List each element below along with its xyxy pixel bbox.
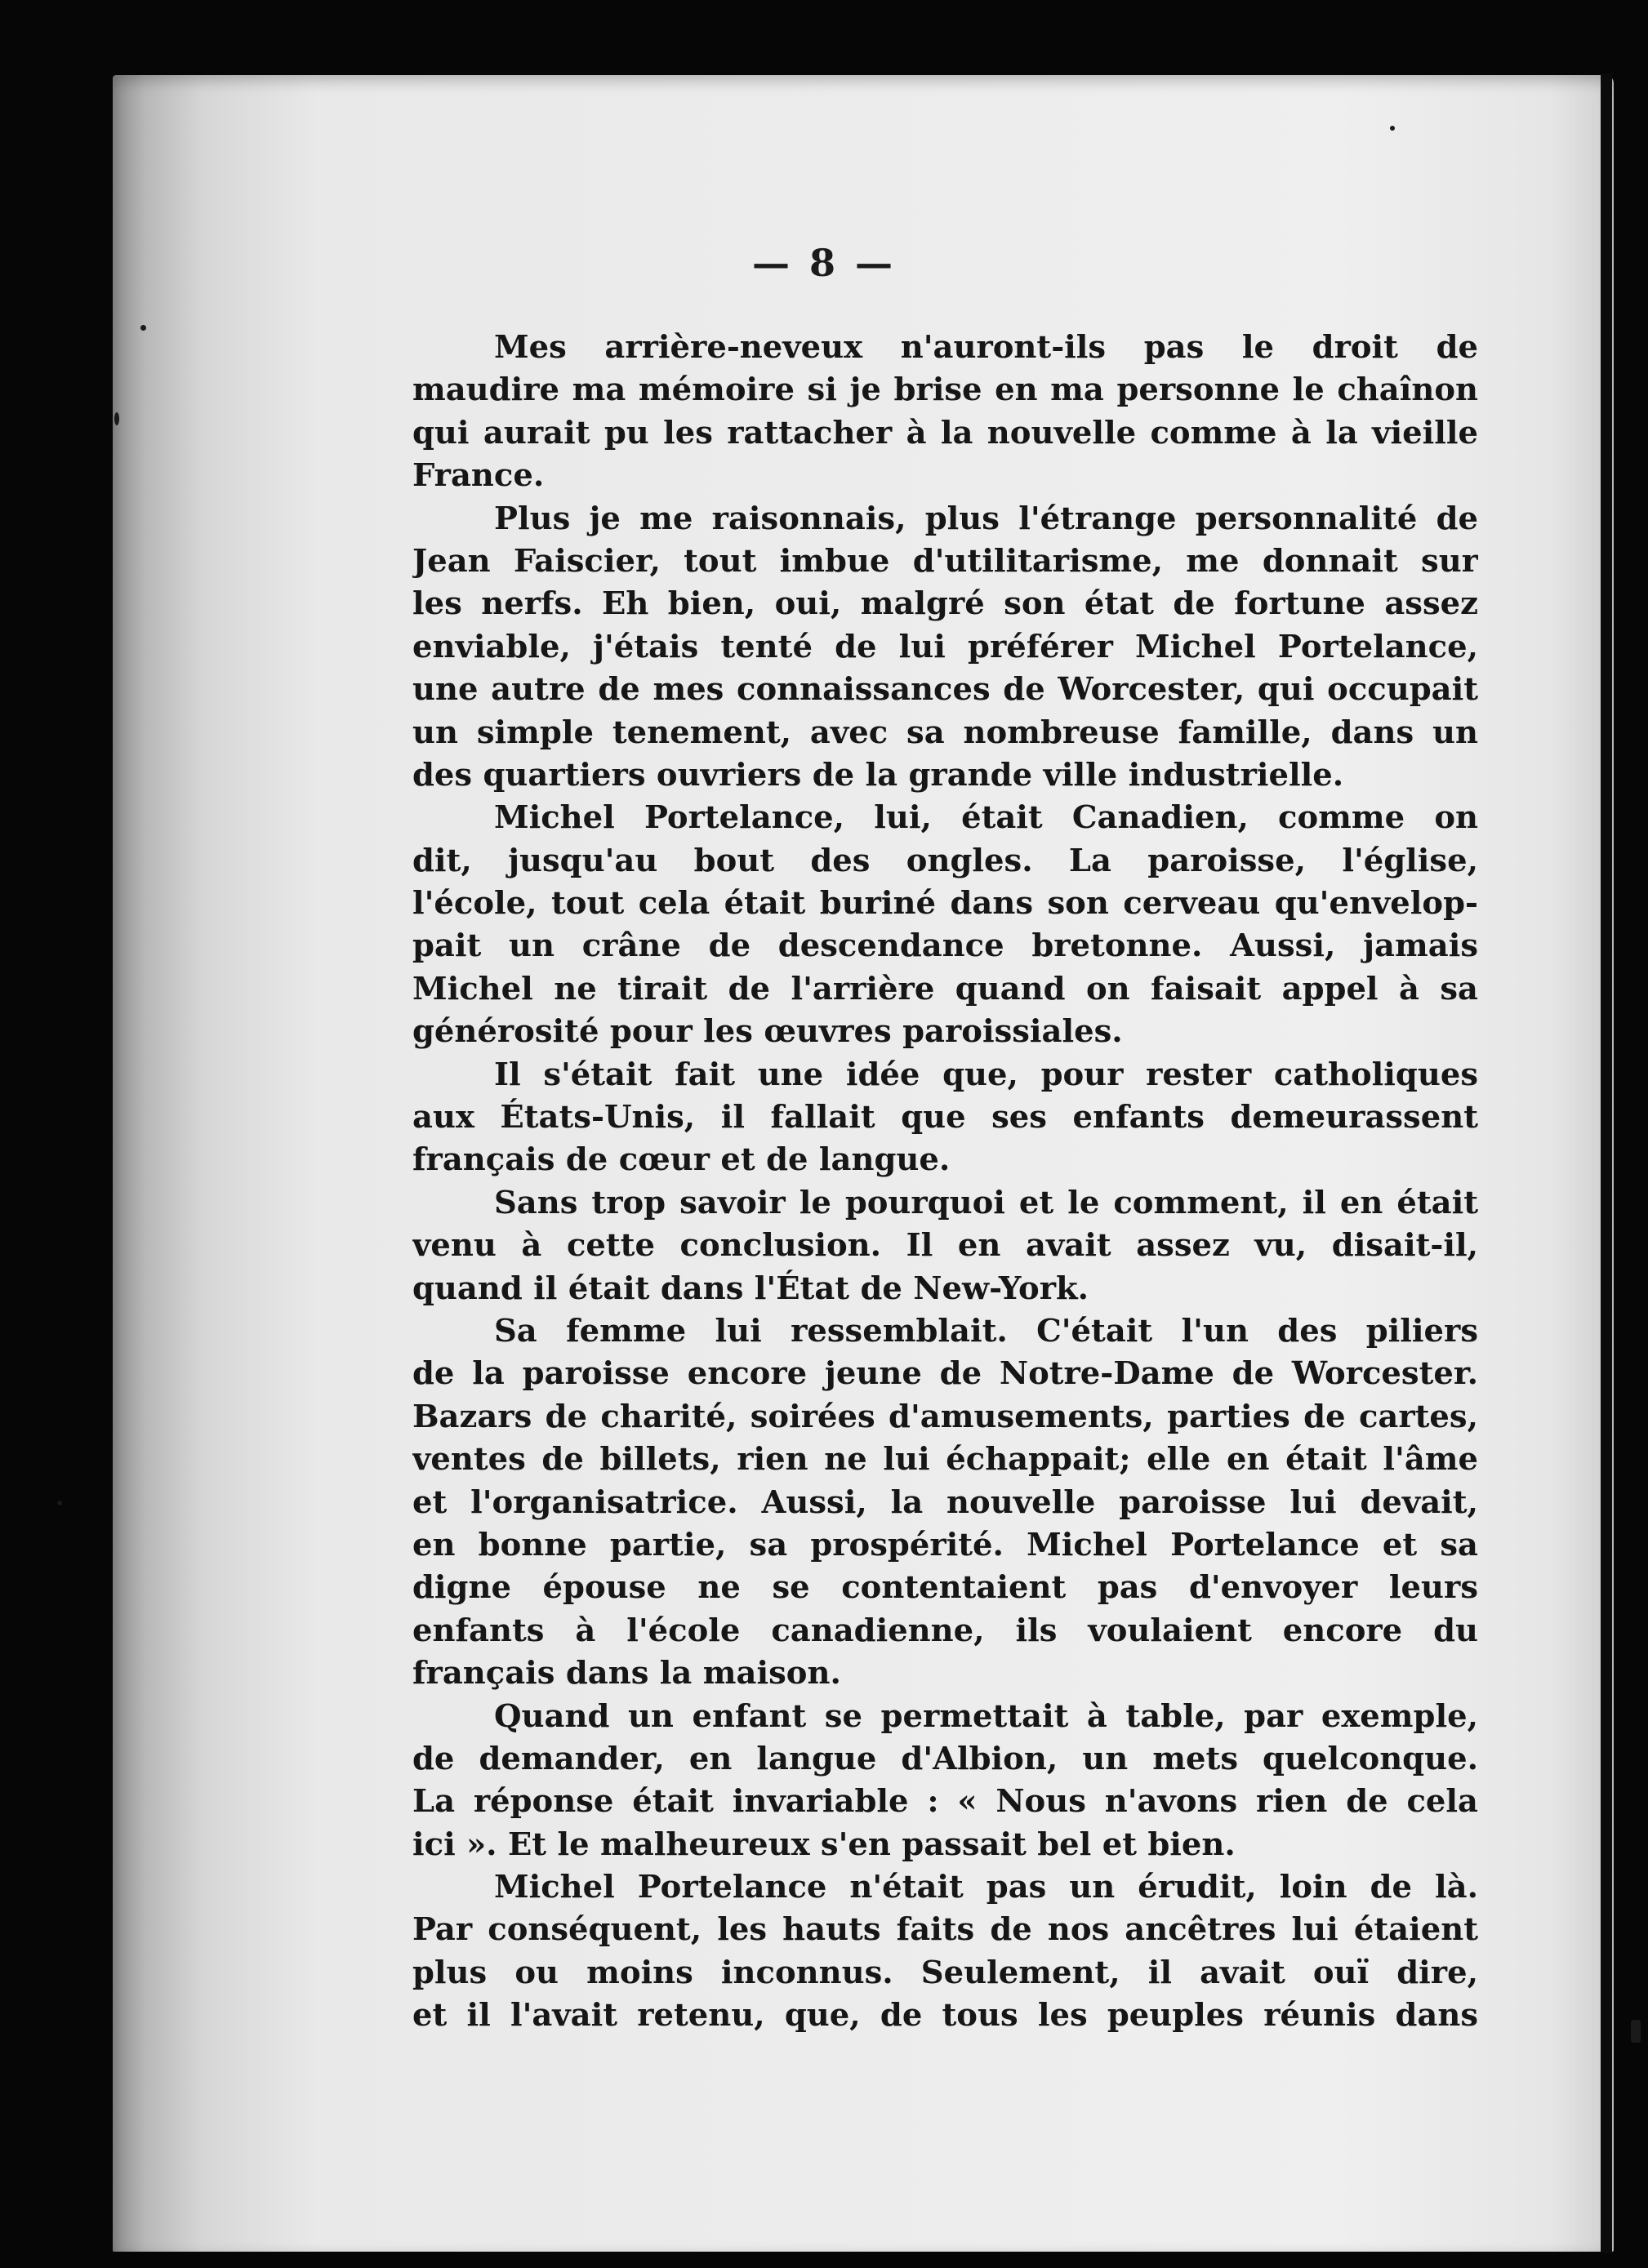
text-line: dit, jusqu'au bout des ongles. La paroisse, l'église, bbox=[412, 842, 1478, 879]
text-line: plus ou moins inconnus. Seulement, il avait ouï dire, bbox=[412, 1954, 1478, 1991]
text-line: Mes arrière-neveux n'auront-ils pas le droit de bbox=[494, 329, 1478, 366]
scan-speck bbox=[1390, 126, 1395, 131]
text-line: Quand un enfant se permettait à table, par exemple, bbox=[494, 1697, 1478, 1735]
text-line: maudire ma mémoire si je brise en ma personne le chaînon bbox=[412, 371, 1478, 409]
text-line: qui aurait pu les rattacher à la nouvelle comme à la vieille bbox=[412, 414, 1478, 451]
text-line: France. bbox=[412, 457, 545, 495]
text-line: de la paroisse encore jeune de Notre-Dame de Worcester. bbox=[412, 1355, 1478, 1393]
text-line: ventes de billets, rien ne lui échappait; elle en était l'âme bbox=[412, 1441, 1478, 1479]
scan-speck bbox=[1631, 2020, 1641, 2043]
paragraph bbox=[412, 1696, 1478, 1867]
text-line: français de cœur et de langue. bbox=[412, 1141, 951, 1179]
paragraph bbox=[412, 1054, 1478, 1182]
scan-speck bbox=[140, 325, 146, 331]
text-line: quand il était dans l'État de New-York. bbox=[412, 1270, 1089, 1307]
body-text bbox=[412, 327, 1478, 2038]
text-line: en bonne partie, sa prospérité. Michel Portelance et sa bbox=[412, 1526, 1478, 1563]
text-line: français dans la maison. bbox=[412, 1655, 841, 1692]
paragraph bbox=[412, 327, 1478, 498]
text-line: un simple tenement, avec sa nombreuse famille, dans un bbox=[412, 714, 1478, 751]
text-line: enfants à l'école canadienne, ils voulaient encore du bbox=[412, 1612, 1478, 1649]
text-line: de demander, en langue d'Albion, un mets quelconque. bbox=[412, 1740, 1478, 1777]
paragraph bbox=[412, 797, 1478, 1053]
scan-speck bbox=[57, 1501, 62, 1505]
paragraph bbox=[412, 498, 1478, 798]
text-line: Plus je me raisonnais, plus l'étrange personnalité de bbox=[494, 500, 1478, 537]
text-line: Michel Portelance, lui, était Canadien, comme on bbox=[494, 799, 1478, 837]
text-line: et l'organisatrice. Aussi, la nouvelle paroisse lui devait, bbox=[412, 1483, 1478, 1521]
page-edge-shadow bbox=[1601, 73, 1612, 2253]
text-line: l'école, tout cela était buriné dans son cerveau qu'envelop- bbox=[412, 885, 1478, 923]
text-line: une autre de mes connaissances de Worcester, qui occupait bbox=[412, 671, 1478, 709]
text-line: La réponse était invariable : « Nous n'avons rien de cela bbox=[412, 1783, 1478, 1821]
text-line: générosité pour les œuvres paroissiales. bbox=[412, 1013, 1123, 1051]
text-line: Michel Portelance n'était pas un érudit, loin de là. bbox=[494, 1869, 1478, 1906]
text-line: Jean Faiscier, tout imbue d'utilitarisme, me donnait sur bbox=[412, 542, 1478, 580]
text-line: et il l'avait retenu, que, de tous les peuples réunis dans bbox=[412, 1997, 1478, 2035]
paragraph bbox=[412, 1866, 1478, 2038]
text-line: Michel ne tirait de l'arrière quand on faisait appel à sa bbox=[412, 970, 1478, 1007]
paragraph bbox=[412, 1182, 1478, 1310]
text-line: enviable, j'étais tenté de lui préférer Michel Portelance, bbox=[412, 628, 1478, 665]
page-number: — 8 — bbox=[751, 241, 897, 285]
text-line: venu à cette conclusion. Il en avait assez vu, disait-il, bbox=[412, 1227, 1478, 1265]
text-line: les nerfs. Eh bien, oui, malgré son état de fortune assez bbox=[412, 585, 1478, 623]
text-line: Bazars de charité, soirées d'amusements, parties de cartes, bbox=[412, 1398, 1478, 1435]
text-line: pait un crâne de descendance bretonne. Aussi, jamais bbox=[412, 927, 1478, 965]
text-line: ici ». Et le malheureux s'en passait bel et bien. bbox=[412, 1826, 1236, 1863]
text-line: aux États-Unis, il fallait que ses enfants demeurassent bbox=[412, 1099, 1478, 1136]
text-line: Il s'était fait une idée que, pour rester catholiques bbox=[494, 1056, 1478, 1093]
text-line: Sans trop savoir le pourquoi et le comment, il en était bbox=[494, 1184, 1478, 1221]
scan-speck bbox=[114, 412, 119, 425]
text-line: des quartiers ouvriers de la grande ville industrielle. bbox=[412, 756, 1344, 794]
text-line: Sa femme lui ressemblait. C'était l'un des piliers bbox=[494, 1312, 1478, 1350]
text-line: digne épouse ne se contentaient pas d'envoyer leurs bbox=[412, 1569, 1478, 1607]
text-line: Par conséquent, les hauts faits de nos ancêtres lui étaient bbox=[412, 1911, 1478, 1949]
paragraph bbox=[412, 1310, 1478, 1696]
